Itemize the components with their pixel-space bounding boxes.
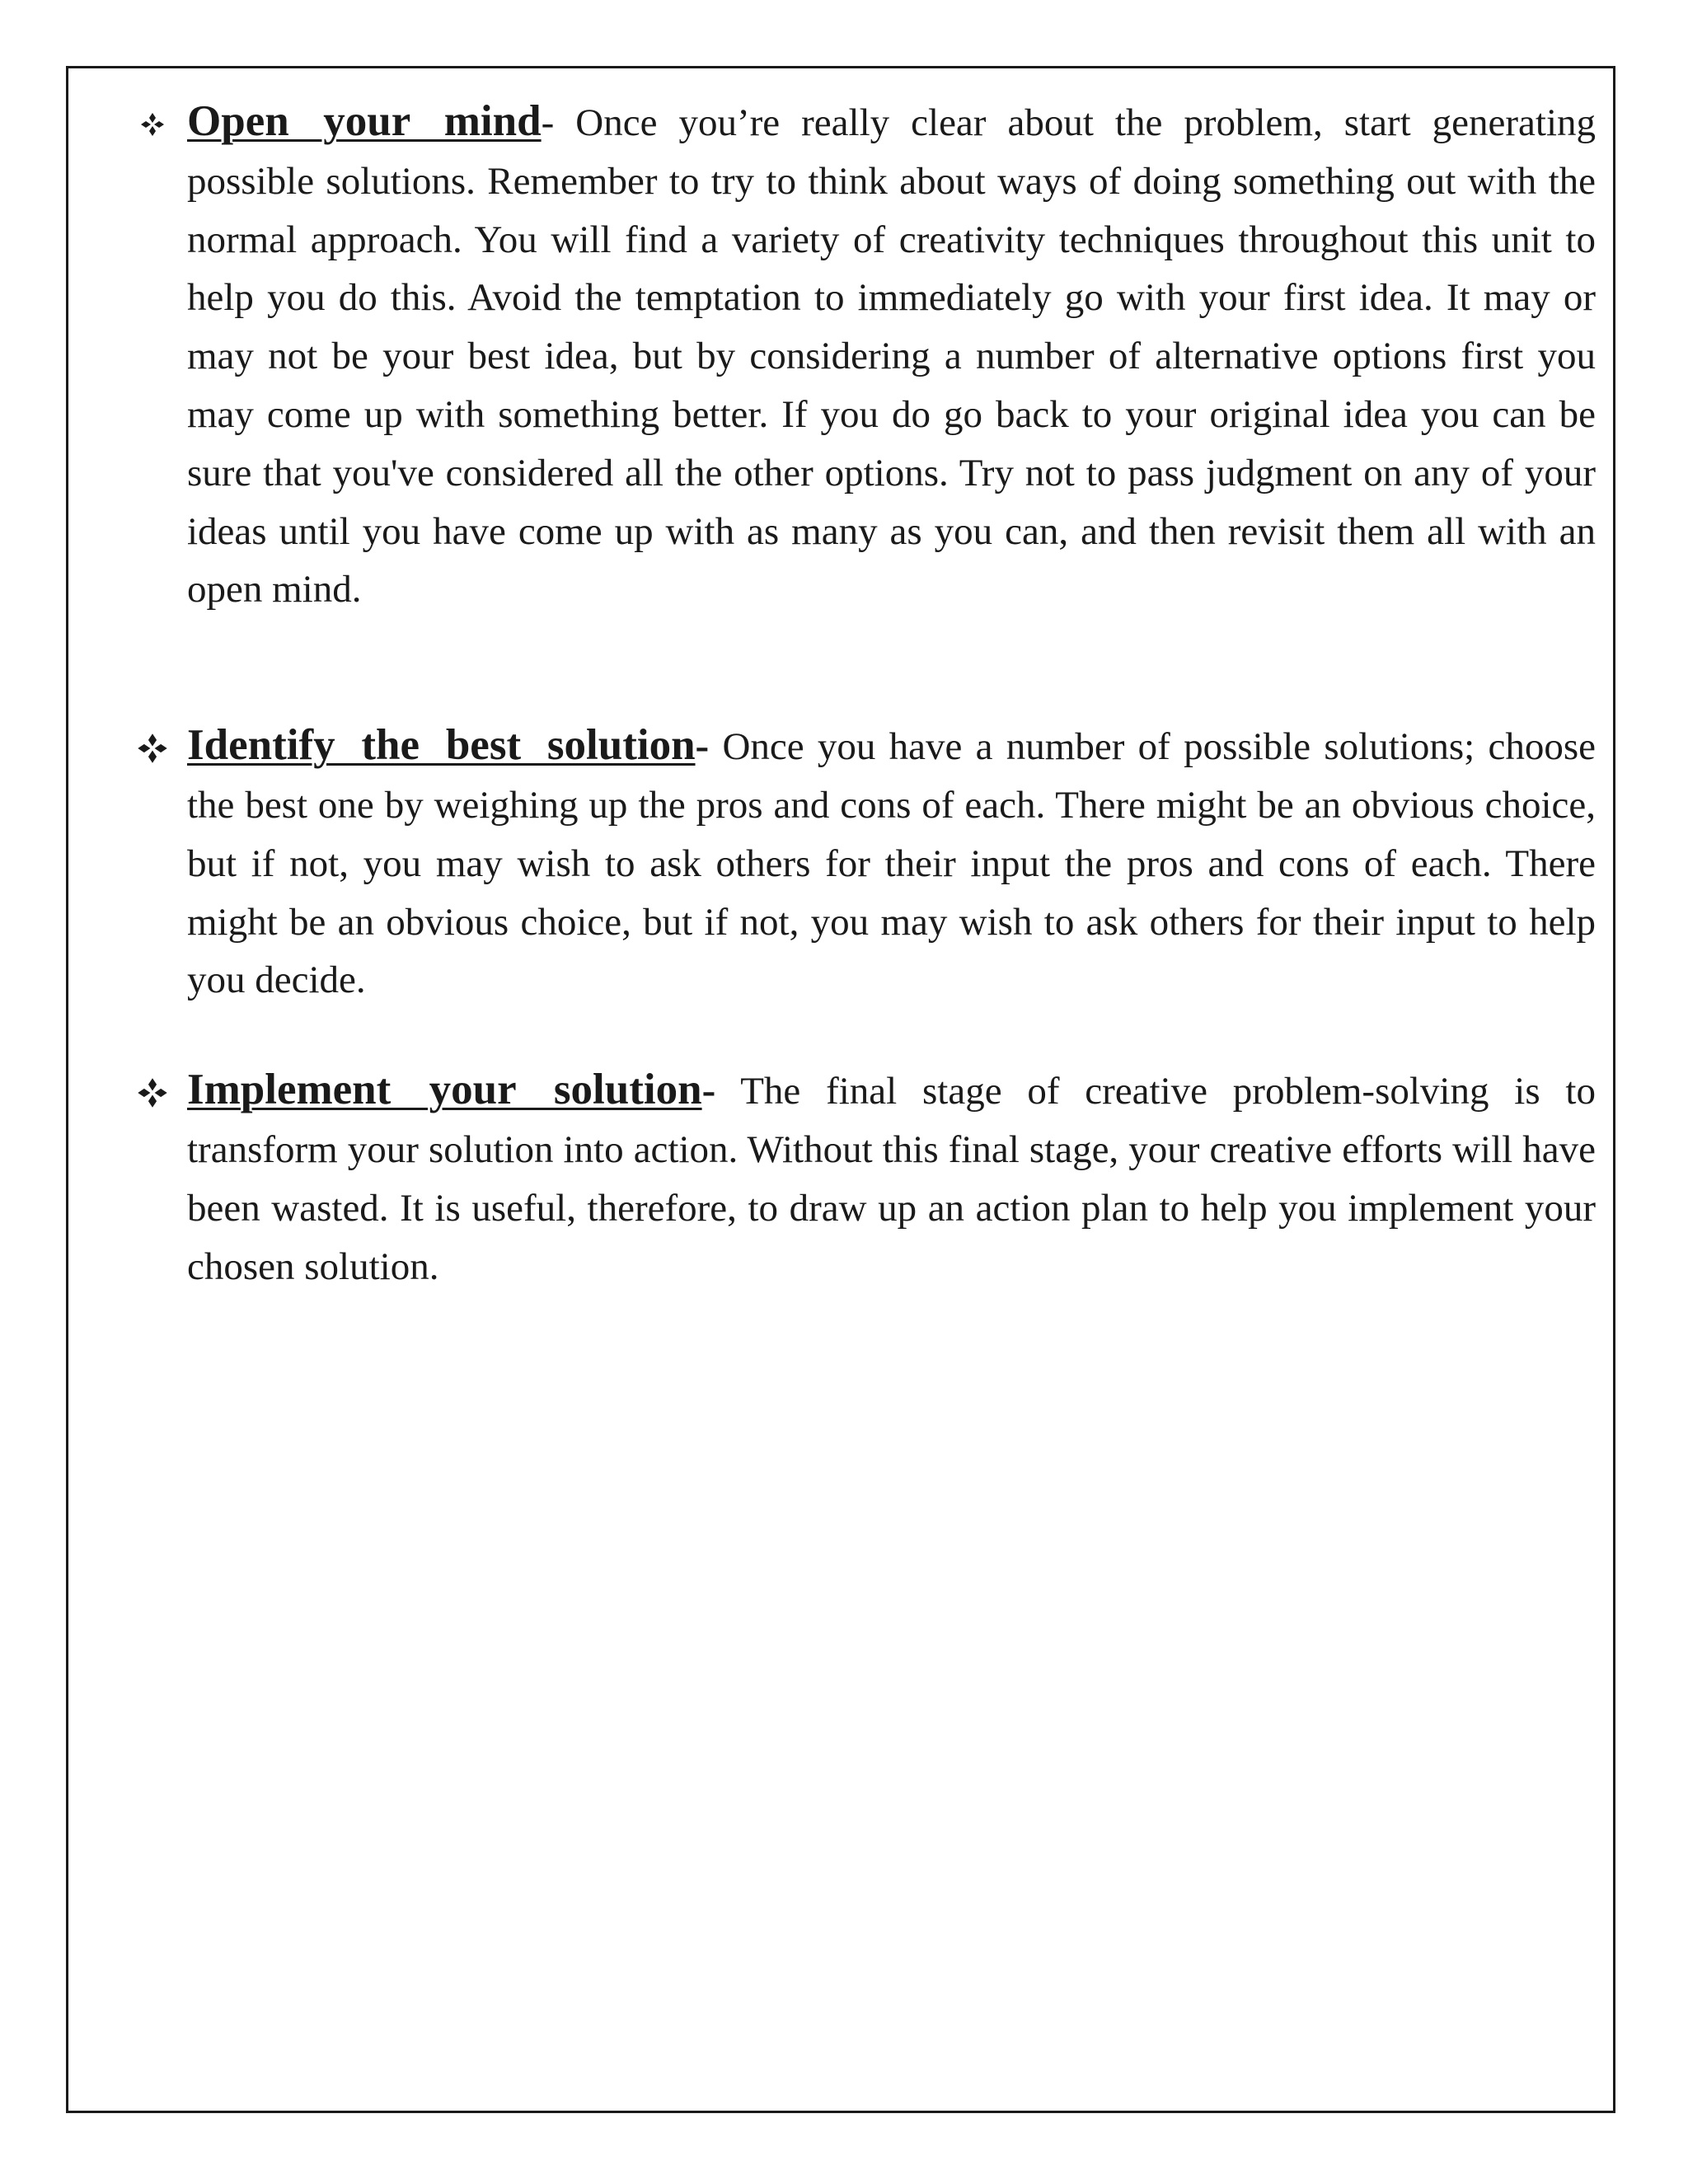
- section-body: Once you have a number of possible solutions; choose the best one by weighing up the pros and cons of each. There might be an obvious choice, but if not, you may wish to ask others for their input the pros and cons of each. There might be an obvious choice, but if not, you may wish to ask others for their input to help you decide.: [187, 725, 1596, 1002]
- section-heading: Identify the best solution: [187, 721, 696, 770]
- bullet-item-implement-solution: [137, 1061, 1596, 1296]
- four-diamond-bullet-icon: [137, 716, 183, 774]
- section-body: The final stage of creative problem-solving is to transform your solution into action. Without this final stage, your creative efforts will have been wasted. It is useful, therefore, to draw up an action plan to help you implement your chosen solution.: [187, 1070, 1596, 1288]
- bullet-item-open-your-mind: [137, 92, 1596, 619]
- section-heading: Open your mind: [187, 97, 542, 145]
- section-separator: -: [541, 101, 555, 144]
- four-diamond-bullet-icon: [137, 1061, 183, 1118]
- section-body: Once you’re really clear about the problem, start generating possible solutions. Remember to try to think about ways of doing something out with the normal approach. You will find a variety of creativity techniques throughout this unit to help you do this. Avoid the temptation to immediately go with your first idea. It may or may not be your best idea, but by considering a number of alternative options first you may come up with something better. If you do go back to your original idea you can be sure that you've considered all the other options. Try not to pass judgment on any of your ideas until you have come up with as many as you can, and then revisit them all with an open mind.: [187, 101, 1596, 612]
- section-separator: -: [701, 1066, 716, 1113]
- section-separator: -: [695, 722, 710, 769]
- bullet-item-identify-best-solution: [137, 716, 1596, 1010]
- bullet-list: [137, 92, 1596, 1296]
- section-heading: Implement your solution: [187, 1066, 702, 1114]
- four-diamond-bullet-icon: [137, 92, 183, 150]
